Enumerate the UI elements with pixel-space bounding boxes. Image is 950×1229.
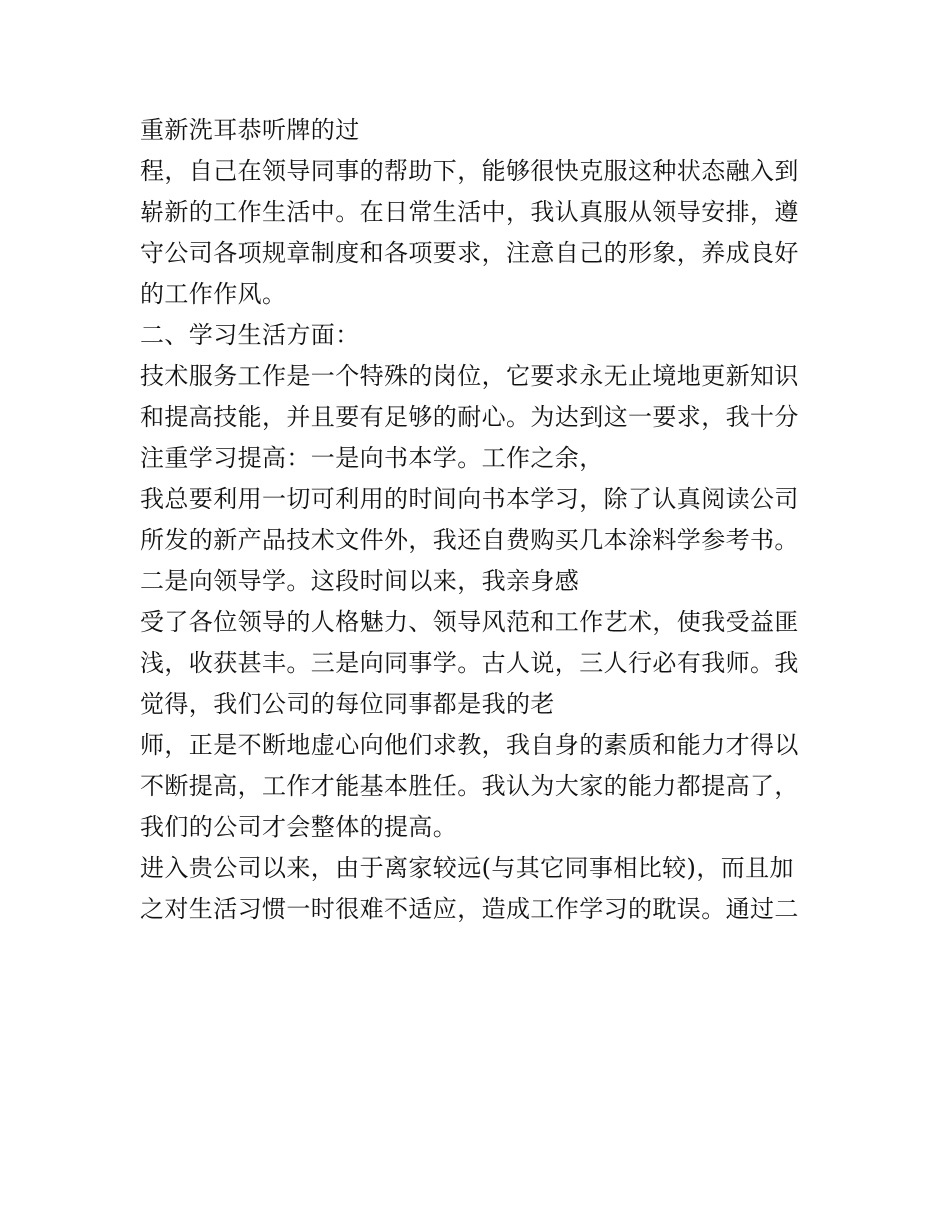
text-line: 守公司各项规章制度和各项要求，注意自己的形象，养成良好: [140, 239, 799, 267]
text-line: 技术服务工作是一个特殊的岗位，它要求永无止境地更新知识: [140, 362, 799, 390]
text-line: 和提高技能，并且要有足够的耐心。为达到这一要求，我十分: [140, 403, 799, 431]
text-line: 受了各位领导的人格魅力、领导风范和工作艺术，使我受益匪: [140, 608, 799, 636]
document-body: [140, 110, 820, 930]
text-line: 重新洗耳恭听牌的过: [140, 116, 360, 144]
text-line: 程，自己在领导同事的帮助下，能够很快克服这种状态融入到: [140, 157, 799, 185]
text-line: 二是向领导学。这段时间以来，我亲身感: [140, 567, 580, 595]
text-line: 注重学习提高：一是向书本学。工作之余，: [140, 444, 604, 472]
text-line: 我总要利用一切可利用的时间向书本学习，除了认真阅读公司: [140, 485, 799, 513]
text-line: 崭新的工作生活中。在日常生活中，我认真服从领导安排，遵: [140, 198, 799, 226]
text-line: 所发的新产品技术文件外，我还自费购买几本涂料学参考书。: [140, 526, 799, 554]
text-line: 的工作作风。: [140, 280, 287, 308]
text-line: 之对生活习惯一时很难不适应，造成工作学习的耽误。通过二: [140, 895, 799, 923]
text-line: 浅，收获甚丰。三是向同事学。古人说，三人行必有我师。我: [140, 649, 799, 677]
text-line: 师，正是不断地虚心向他们求教，我自身的素质和能力才得以: [140, 731, 799, 759]
section-heading: 二、学习生活方面：: [140, 321, 360, 349]
text-line: 不断提高，工作才能基本胜任。我认为大家的能力都提高了，: [140, 772, 799, 800]
text-line: 进入贵公司以来，由于离家较远(与其它同事相比较)，而且加: [140, 854, 794, 882]
text-line: 觉得，我们公司的每位同事都是我的老: [140, 690, 555, 718]
text-line: 我们的公司才会整体的提高。: [140, 813, 458, 841]
